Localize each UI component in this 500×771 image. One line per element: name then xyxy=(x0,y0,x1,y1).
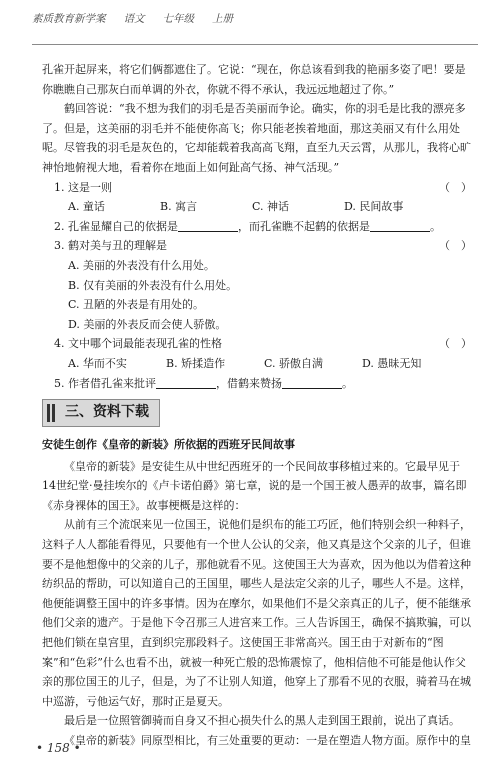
option-c: C. 丑陋的外表是有用处的。 xyxy=(68,298,205,312)
question-1-text: 1. 这是一则 xyxy=(54,180,112,194)
article-title: 安徒生创作《皇帝的新装》所依据的西班牙民间故事 xyxy=(42,438,295,452)
option-b: B. 仅有美丽的外表没有什么用处。 xyxy=(68,278,238,292)
option-d: D. 民间故事 xyxy=(344,200,404,214)
question-5-text-c: 。 xyxy=(342,376,353,390)
header-grade: 七年级 xyxy=(162,12,194,25)
running-header xyxy=(0,0,500,36)
answer-blank xyxy=(156,376,216,389)
article-paragraph-1: 《皇帝的新装》是安徒生从中世纪西班牙的一个民间故事移植过来的。它最早见于14世纪堂·曼挂埃尔的《卢卡诺伯爵》第七章，说的是一个国王被人愚弄的故事，篇名即《赤身裸体的国王》。故事梗概是这样的： xyxy=(42,459,467,512)
question-4-options xyxy=(68,354,472,374)
passage-paragraph-2: 鹤回答说：“我不想为我们的羽毛是否美丽而争论。确实，你的羽毛是比我的漂亮多了。但是，这美丽的羽毛并不能使你高飞；你只能老挨着地面，那这美丽又有什么用处呢。尽管我的羽毛是灰色的，它却能载着我高高飞翔，直至九天云霄，从那儿，我将心旷神怡地俯视大地，看着你在地面上如何趾高气扬、神气活现。” xyxy=(42,102,471,174)
question-5-text-a: 5. 作者借孔雀来批评 xyxy=(54,376,156,390)
question-2 xyxy=(54,217,472,237)
question-2-text-a: 2. 孔雀显耀自己的依据是 xyxy=(54,219,178,233)
option-b: B. 矫揉造作 xyxy=(166,356,226,370)
question-2-text-b: ，而孔雀瞧不起鹤的依据是 xyxy=(238,219,370,233)
header-volume: 上册 xyxy=(212,12,233,25)
option-a: A. 美丽的外表没有什么用处。 xyxy=(68,258,215,272)
option-a: A. 华而不实 xyxy=(68,356,127,370)
page-number: • 158 • xyxy=(36,741,81,755)
header-rule xyxy=(32,44,478,45)
question-3-text: 3. 鹤对美与丑的理解是 xyxy=(54,239,167,253)
question-5-text-b: ，借鹤来赞扬 xyxy=(216,376,282,390)
answer-parenthesis: （ ） xyxy=(439,239,472,253)
question-3-options xyxy=(68,256,472,334)
option-d: D. 愚昧无知 xyxy=(362,356,422,370)
question-2-text-c: 。 xyxy=(430,219,441,233)
article-paragraph-2: 从前有三个流氓来见一位国王，说他们是织布的能工巧匠，他们特别会织一种料子，这料子人人都能看得见，只要他有一个世人公认的父亲，他又真是这个父亲的儿子，但谁要不是他想像中的父亲的儿子，那他就看不见。这使国王大为喜欢，因为他以为借着这种纺织品的帮助，可以知道自己的王国里，哪些人是法定父亲的儿子，哪些人不是。这样，他便能调整王国中的许多事情。因为在摩尔，如果他们不是父亲真正的儿子，便不能继承他们父亲的遗产。于是他下令召那三人进宫来工作。三人告诉国王，确保不搞欺骗，可以把他们锁在皇宫里，直到织完那段料子。这使国王非常高兴。国王由于对新布的“图案”和“色彩”什么也看不出，就被一种死亡般的恐怖震惊了，他相信他不可能是他认作父亲的那位国王的儿子，但是，为了不让别人知道，他穿上了那看不见的衣服，骑着马在城中巡游，亏他运气好，那时正是夏天。 xyxy=(42,518,471,708)
answer-parenthesis: （ ） xyxy=(439,337,472,351)
answer-parenthesis: （ ） xyxy=(439,180,472,194)
question-4-text: 4. 文中哪个词最能表现孔雀的性格 xyxy=(54,337,222,351)
option-c: C. 骄傲自满 xyxy=(264,356,324,370)
question-5 xyxy=(54,374,472,394)
question-1 xyxy=(54,178,472,198)
option-d: D. 美丽的外表反而会使人骄傲。 xyxy=(68,317,227,331)
header-series: 素质教育新学案 xyxy=(32,12,106,25)
option-a: A. 童话 xyxy=(68,200,105,214)
option-b: B. 寓言 xyxy=(160,200,198,214)
article-paragraph-3: 最后是一位照管御骑而自身又不担心损失什么的黑人走到国王跟前，说出了真话。 xyxy=(64,714,460,728)
section-title: 三、资料下载 xyxy=(65,404,149,421)
header-subject: 语文 xyxy=(123,12,145,25)
section-heading xyxy=(42,399,472,427)
question-1-options xyxy=(68,197,472,217)
question-3 xyxy=(54,236,472,256)
answer-blank xyxy=(282,376,342,389)
page-content xyxy=(42,60,472,751)
option-c: C. 神话 xyxy=(252,200,290,214)
article-paragraph-4: 《皇帝的新装》同原型相比，有三处重要的更动：一是在塑造人物方面。原作中的皇 xyxy=(64,734,471,747)
question-4 xyxy=(54,334,472,354)
answer-blank xyxy=(370,219,430,232)
passage-paragraph-1: 孔雀开起屏来，将它们俩都遮住了。它说：“现在，你总该看到我的艳丽多姿了吧！要是你瞧瞧自己那灰白而单调的外衣，你就不得不承认，我远远地超过了你。” xyxy=(42,63,466,96)
banner-bars-icon xyxy=(47,404,57,422)
answer-blank xyxy=(178,219,238,232)
section-banner xyxy=(42,399,160,427)
